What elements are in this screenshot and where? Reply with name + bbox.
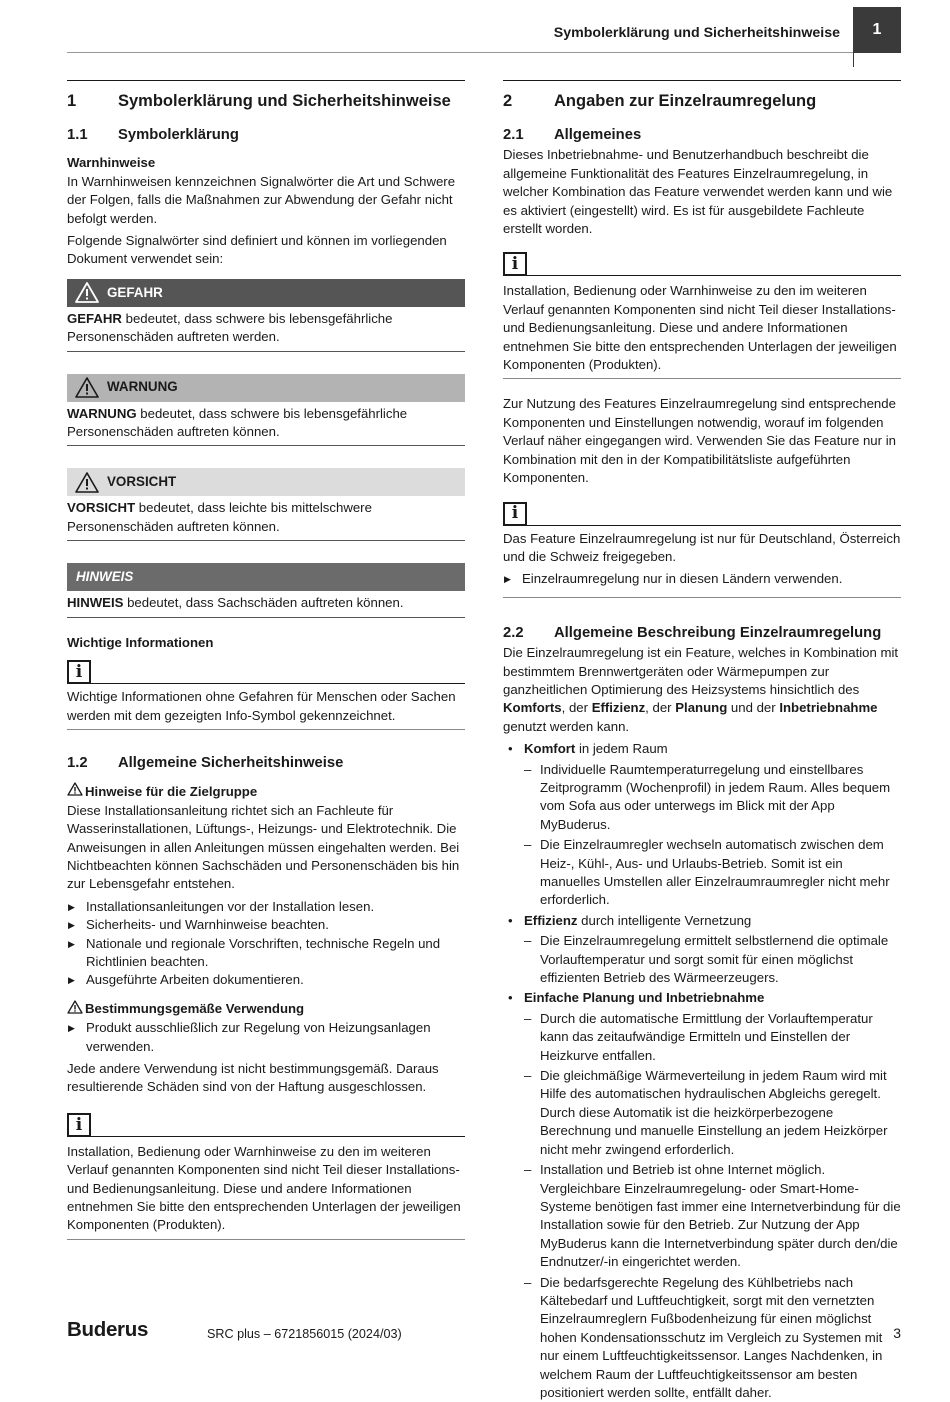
emphasis: Planung [675, 700, 728, 716]
info-text [503, 526, 901, 598]
sub-list [524, 761, 901, 910]
feature-text: in jedem Raum [575, 741, 668, 757]
chapter-tab: 1 [853, 7, 901, 53]
list-item: ▶ Produkt ausschließlich zur Regelung von Heizungsanlagen verwenden. [67, 1019, 465, 1056]
warnhinweise-heading: Warnhinweise [67, 155, 156, 171]
sub-item: – Individuelle Raumtemperaturregelung und einstellbares Zeitprogramm (Wochenprofil) in jedem Raum. Alles bequem vom Sofa aus oder unterwegs im Blick mit der App MyBuderus. [524, 761, 901, 835]
text-run: und der [727, 700, 780, 716]
warning-triangle-icon [67, 782, 83, 801]
feature-label: Komfort [524, 741, 576, 757]
section-number: 2 [503, 91, 513, 110]
paragraph: Dieses Inbetriebnahme- und Benutzerhandbuch beschreibt die allgemeine Funktionalität des Features Einzelraumregelung, in welcher Kombination das Feature verwendet werden kann und wie es aktiviert (eingestellt) wird. Es ist für ausgebildete Fachleute erstellt worden. [503, 147, 893, 237]
notice-body: bedeutet, dass leichte bis mittelschwere Personenschäden auftreten können. [67, 500, 372, 534]
list-item: ▶ Nationale und regionale Vorschriften, technische Regeln und Richtlinien beachten. [67, 935, 465, 972]
notice-body: bedeutet, dass Sachschäden auftreten können. [123, 595, 404, 611]
sub-item: – Installation und Betrieb ist ohne Internet möglich. Vergleichbare Einzelraumregelung- oder Smart-Home-Systeme benötigen fast immer eine Internetverbindung für die Installation sowie für den Betrieb. Zur Nutzung der App MyBuderus kann die Internetverbindung später durch den/die Endnutzer/-in eingerichtet werden. [524, 1161, 901, 1271]
zielgruppe-title: Hinweise für die Zielgruppe [85, 783, 258, 799]
feature-list [503, 740, 901, 1402]
paragraph: In Warnhinweisen kennzeichnen Signalwörter die Art und Schwere der Folgen, falls die Maßnahmen zur Abwendung der Gefahr nicht befolgt werden. [67, 173, 456, 226]
notice-label: WARNUNG [107, 379, 178, 395]
right-column [503, 80, 901, 1402]
text-run: genutzt werden kann. [503, 718, 630, 734]
feature-item-komfort [503, 740, 901, 910]
info-text: Installation, Bedienung oder Warnhinweise zu den im weiteren Verlauf genannten Komponenten sind nicht Teil dieser Installations- und Bedienungsanleitung. Diese und andere Informationen entnehmen Sie bitte den entsprechenden Unterlagen der jeweiligen Komponenten (Produkten). [503, 276, 901, 379]
info-head [503, 252, 901, 276]
emphasis: Komforts [503, 700, 562, 716]
notice-body: bedeutet, dass schwere bis lebensgefährliche Personenschäden auftreten werden. [67, 310, 393, 345]
list-item: ▶ Einzelraumregelung nur in diesen Ländern verwenden. [503, 570, 901, 588]
feature-label: Einfache Planung und Inbetriebnahme [524, 990, 765, 1006]
feature-text: durch intelligente Vernetzung [577, 912, 752, 928]
chapter-tab-tick [853, 53, 854, 67]
signal-word: GEFAHR [67, 310, 122, 326]
section-title: Allgemeines [554, 127, 642, 143]
section-title: Symbolerklärung und Sicherheitshinweise [118, 91, 451, 110]
verwendung-heading [67, 1000, 465, 1019]
feature-label: Effizienz [524, 912, 578, 928]
section-2-2-heading [503, 624, 901, 642]
info-rule [91, 682, 465, 684]
info-head [67, 660, 465, 684]
paragraph: Jede andere Verwendung ist nicht bestimmungsgemäß. Daraus resultierende Schäden sind von der Haftung ausgeschlossen. [67, 1061, 439, 1095]
notice-text [67, 496, 465, 541]
section-2-heading [503, 80, 901, 113]
section-title: Angaben zur Einzelraumregelung [554, 91, 817, 110]
info-icon: i [67, 660, 91, 684]
warning-triangle-icon [67, 377, 107, 398]
notice-text [67, 307, 465, 352]
text-run: , der [561, 700, 592, 716]
paragraph: Diese Installationsanleitung richtet sich an Fachleute für Wasserinstallationen, Lüftungs-, Heizungs- und Elektrotechnik. Die Anweisungen in allen Anleitungen müssen eingehalten werden. Bei Nichtbeachten können Sachschäden und Personenschäden bis hin zur Lebensgefahr entstehen. [67, 802, 460, 892]
warning-triangle-icon [67, 282, 107, 303]
signal-word: WARNUNG [67, 405, 137, 421]
info-text: Installation, Bedienung oder Warnhinweise zu den im weiteren Verlauf genannten Komponenten sind nicht Teil dieser Installations- und Bedienungsanleitung. Diese und andere Informationen entnehmen Sie bitte den entsprechenden Unterlagen der jeweiligen Komponenten (Produkten). [67, 1137, 465, 1240]
section-number: 2.1 [503, 127, 524, 143]
paragraph: Zur Nutzung des Features Einzelraumregelung sind entsprechende Komponenten und Einstellungen notwendig, worauf im folgenden Verlauf näher eingegangen wird. Verwenden Sie das Feature nur in Kombination mit den in der Kompatibilitätsliste aufgeführten Komponenten. [503, 396, 896, 486]
notice-text [67, 591, 465, 617]
feature-item-planung [503, 989, 901, 1402]
header-rule [67, 52, 853, 53]
warning-triangle-icon [67, 472, 107, 493]
sub-item: – Die Einzelraumregler wechseln automatisch zwischen dem Heiz-, Kühl-, Aus- und Urlaubs-Betrieb. Somit ist ein manuelles Umstellen aller Einzelraumraumregler nicht mehr erforderlich. [524, 836, 901, 910]
emphasis: Effizienz [591, 700, 646, 716]
left-column [67, 80, 465, 1240]
info-icon: i [503, 502, 527, 526]
info-rule [527, 524, 901, 526]
notice-bar [67, 374, 465, 402]
sub-list [524, 932, 901, 987]
section-title: Allgemeine Beschreibung Einzelraumregelung [554, 624, 882, 641]
notice-hinweis [67, 563, 465, 617]
wichtige-informationen-heading: Wichtige Informationen [67, 634, 214, 650]
list-item: ▶ Sicherheits- und Warnhinweise beachten. [67, 916, 465, 934]
section-title: Allgemeine Sicherheitshinweise [118, 754, 344, 771]
sub-list [524, 1010, 901, 1402]
notice-label: VORSICHT [107, 474, 177, 490]
section-title: Symbolerklärung [118, 127, 239, 143]
notice-gefahr [67, 279, 465, 352]
section-2-1-heading [503, 126, 901, 144]
info-list [503, 570, 901, 588]
running-header-title: Symbolerklärung und Sicherheitshinweise [553, 25, 840, 41]
signal-word: VORSICHT [67, 500, 136, 516]
signal-word: HINWEIS [67, 595, 124, 611]
notice-bar [67, 279, 465, 307]
notice-label: HINWEIS [76, 569, 134, 585]
notice-warnung [67, 374, 465, 447]
info-head [503, 502, 901, 526]
zielgruppe-list [67, 898, 465, 990]
section-1-heading [67, 80, 465, 113]
section-number: 1.2 [67, 754, 88, 771]
verwendung-list [67, 1019, 465, 1056]
feature-item-effizienz [503, 912, 901, 988]
notice-label: GEFAHR [107, 284, 163, 300]
section-1-1-heading [67, 126, 465, 144]
list-item: ▶ Installationsanleitungen vor der Installation lesen. [67, 898, 465, 916]
info-box [503, 502, 901, 598]
paragraph: Folgende Signalwörter sind definiert und können im vorliegenden Dokument verwendet sein: [67, 233, 447, 267]
sub-item: – Die bedarfsgerechte Regelung des Kühlbetriebs nach Kältebedarf und Luftfeuchtigkeit, sorgt mit den vernetzten Einzelraumreglern Fußbodenheizung für einen möglichst hohen Kondensationsschutz im Vergleich zu Systemen mit nur einem Luftfeuchtigkeitssensor. Langes Nachdenken, in welchem Raum der Luftfeuchtigkeitssensor am besten positioniert werden sollte, entfällt daher. [524, 1274, 901, 1402]
section-number: 2.2 [503, 624, 524, 641]
list-item: ▶ Ausgeführte Arbeiten dokumentieren. [67, 971, 465, 989]
section-number: 1.1 [67, 127, 88, 143]
emphasis: Inbetriebnahme [779, 700, 878, 716]
notice-bar [67, 468, 465, 496]
info-box [67, 660, 465, 730]
text-run: , der [645, 700, 676, 716]
section-number: 1 [67, 91, 77, 110]
info-icon: i [503, 252, 527, 276]
sub-item: – Die gleichmäßige Wärmeverteilung in jedem Raum wird mit Hilfe des automatischen hydraulischen Abgleichs geregelt. Durch diese Automatik ist die heizkörperbezogene Berechnung und manuelle Einstellung an jedem Heizkörper nicht mehr zwingend erforderlich. [524, 1067, 901, 1159]
notice-bar [67, 563, 465, 591]
info-text-body: Das Feature Einzelraumregelung ist nur für Deutschland, Österreich und die Schweiz freigegeben. [503, 530, 901, 564]
verwendung-title: Bestimmungsgemäße Verwendung [85, 1001, 305, 1017]
info-icon: i [67, 1113, 91, 1137]
info-rule [527, 274, 901, 276]
paragraph [503, 644, 901, 736]
sub-item: – Die Einzelraumregelung ermittelt selbstlernend die optimale Vorlauftemperatur und sorgt somit für einen möglichst effizienten Betrieb des Wärmeerzeugers. [524, 932, 901, 987]
buderus-logo: Buderus [67, 1318, 149, 1341]
info-box [503, 252, 901, 379]
info-text: Wichtige Informationen ohne Gefahren für Menschen oder Sachen werden mit dem gezeigten Info-Symbol gekennzeichnet. [67, 684, 465, 730]
zielgruppe-heading [67, 782, 465, 801]
info-rule [91, 1135, 465, 1137]
info-box [67, 1113, 465, 1240]
notice-vorsicht [67, 468, 465, 541]
notice-body: bedeutet, dass schwere bis lebensgefährliche Personenschäden auftreten können. [67, 405, 408, 440]
page-number: 3 [893, 1325, 901, 1341]
sub-item: – Durch die automatische Ermittlung der Vorlauftemperatur kann das zeitaufwändige Ermitteln und Einstellen der Heizkurve entfallen. [524, 1010, 901, 1065]
document-reference: SRC plus – 6721856015 (2024/03) [207, 1327, 402, 1341]
section-1-2-heading [67, 754, 465, 772]
info-head [67, 1113, 465, 1137]
text-run: Die Einzelraumregelung ist ein Feature, welches in Kombination mit bestimmtem Brennwertgeräten oder Wärmepumpen zur ganzheitlichen Optimierung des Heizsystems hinsichtlich des [503, 645, 899, 697]
warning-triangle-icon [67, 1000, 83, 1019]
notice-text [67, 402, 465, 447]
